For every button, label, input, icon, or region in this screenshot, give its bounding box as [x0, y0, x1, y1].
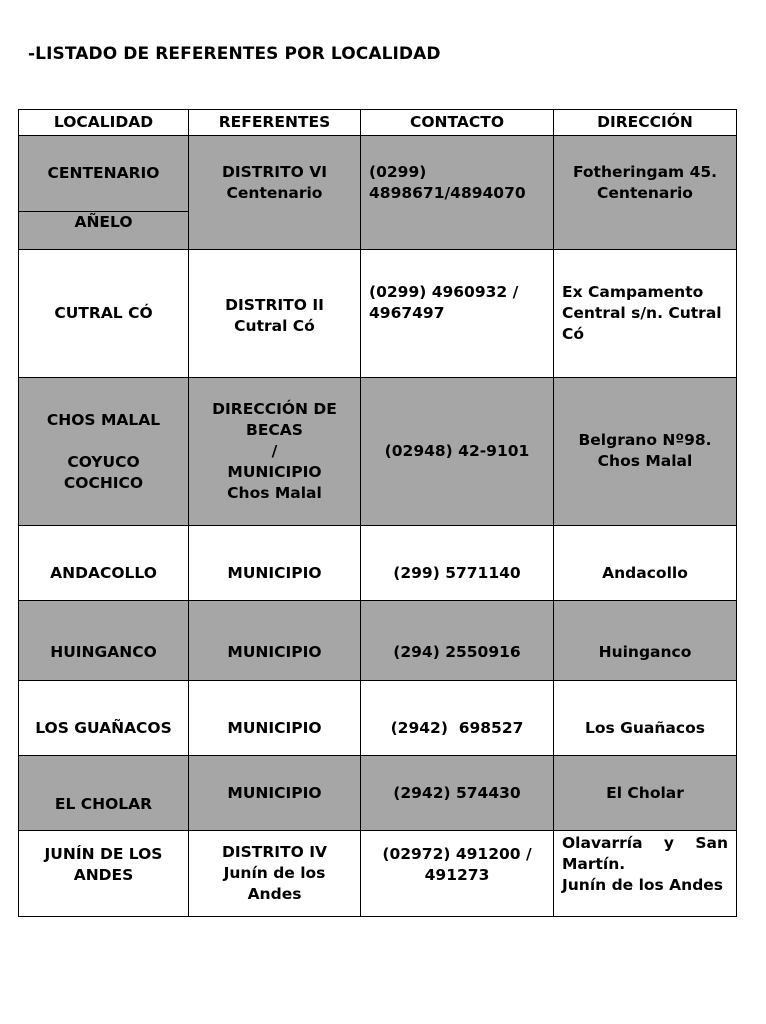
- table-header-row: [19, 110, 737, 136]
- table-row: [19, 601, 737, 681]
- referente-line: Cutral Có: [234, 316, 315, 335]
- cell-direccion: [554, 250, 737, 378]
- direccion-line: Junín de los Andes: [562, 876, 724, 894]
- localidad-line: COYUCO: [67, 452, 140, 471]
- cell-localidad: CUTRAL CÓ: [19, 250, 189, 378]
- referente-line: DISTRITO II: [225, 295, 324, 314]
- cell-referente: [189, 378, 361, 526]
- referente-line: Chos Malal: [227, 484, 322, 502]
- cell-direccion: [554, 136, 737, 250]
- contacto-line: 4967497: [369, 303, 445, 322]
- localidad-line: ANDES: [73, 865, 134, 884]
- direccion-line: Có: [562, 325, 585, 343]
- cell-referente: [189, 250, 361, 378]
- cell-direccion: [554, 378, 737, 526]
- table-row: [19, 756, 737, 831]
- cell-contacto: (294) 2550916: [361, 601, 554, 681]
- localidad-centenario: CENTENARIO: [47, 164, 160, 182]
- localidad-anelo: AÑELO: [74, 213, 133, 231]
- referente-line: /: [271, 442, 278, 460]
- page-title: -LISTADO DE REFERENTES POR LOCALIDAD: [28, 44, 441, 64]
- header-direccion: DIRECCIÓN: [554, 110, 737, 136]
- cell-referente: MUNICIPIO: [189, 756, 361, 831]
- direccion-line: Fotheringam 45.: [572, 162, 718, 181]
- cell-localidad: [19, 378, 189, 526]
- referente-line: MUNICIPIO: [227, 463, 322, 481]
- direccion-line: Ex Campamento: [562, 283, 704, 301]
- header-localidad: LOCALIDAD: [19, 110, 189, 136]
- cell-direccion: Andacollo: [554, 526, 737, 601]
- direccion-line: Chos Malal: [597, 451, 693, 470]
- direccion-line: Olavarría y San: [562, 834, 728, 852]
- referente-line: Andes: [247, 885, 302, 903]
- table-row: [19, 136, 737, 250]
- referente-line: DISTRITO VI: [222, 162, 327, 181]
- contacto-line: 4898671/4894070: [369, 183, 526, 202]
- contacto-line: (0299): [369, 162, 427, 181]
- header-referentes: REFERENTES: [189, 110, 361, 136]
- referente-line: DISTRITO IV: [222, 843, 327, 861]
- referente-line: Centenario: [226, 183, 323, 202]
- cell-localidad: LOS GUAÑACOS: [19, 681, 189, 756]
- cell-referente: [189, 136, 361, 250]
- referente-line: Junín de los: [223, 864, 326, 882]
- direccion-line: Belgrano Nº98.: [578, 430, 712, 449]
- direccion-line: Central s/n. Cutral: [562, 304, 722, 322]
- cell-contacto: (299) 5771140: [361, 526, 554, 601]
- cell-localidad: ANDACOLLO: [19, 526, 189, 601]
- cell-contacto: [361, 136, 554, 250]
- cell-contacto: (02948) 42-9101: [361, 378, 554, 526]
- contacto-line: (0299) 4960932 /: [369, 282, 519, 301]
- table-row: [19, 250, 737, 378]
- cell-localidad: HUINGANCO: [19, 601, 189, 681]
- cell-localidad: [19, 136, 189, 250]
- localidad-line: CHOS MALAL: [46, 410, 161, 429]
- cell-referente: [189, 831, 361, 917]
- direccion-line: Centenario: [597, 183, 693, 202]
- referente-line: DIRECCIÓN DE: [212, 400, 337, 418]
- cell-direccion: Huinganco: [554, 601, 737, 681]
- header-contacto: CONTACTO: [361, 110, 554, 136]
- cell-contacto: (2942) 698527: [361, 681, 554, 756]
- cell-direccion: [554, 831, 737, 917]
- localidad-line: COCHICO: [63, 473, 144, 492]
- localidad-line: JUNÍN DE LOS: [44, 844, 163, 863]
- table-row: [19, 681, 737, 756]
- referentes-table: [18, 109, 737, 917]
- direccion-line: Martín.: [562, 855, 626, 873]
- cell-contacto: (2942) 574430: [361, 756, 554, 831]
- contacto-line: (02972) 491200 /: [382, 844, 532, 863]
- contacto-line: 491273: [424, 865, 490, 884]
- cell-direccion: El Cholar: [554, 756, 737, 831]
- table-row: [19, 526, 737, 601]
- cell-referente: MUNICIPIO: [189, 681, 361, 756]
- cell-direccion: Los Guañacos: [554, 681, 737, 756]
- referente-line: BECAS: [246, 421, 303, 439]
- cell-contacto: [361, 831, 554, 917]
- cell-localidad: EL CHOLAR: [19, 756, 189, 831]
- cell-contacto: [361, 250, 554, 378]
- table-row: [19, 831, 737, 917]
- cell-referente: MUNICIPIO: [189, 526, 361, 601]
- cell-referente: MUNICIPIO: [189, 601, 361, 681]
- table-row: [19, 378, 737, 526]
- cell-localidad: [19, 831, 189, 917]
